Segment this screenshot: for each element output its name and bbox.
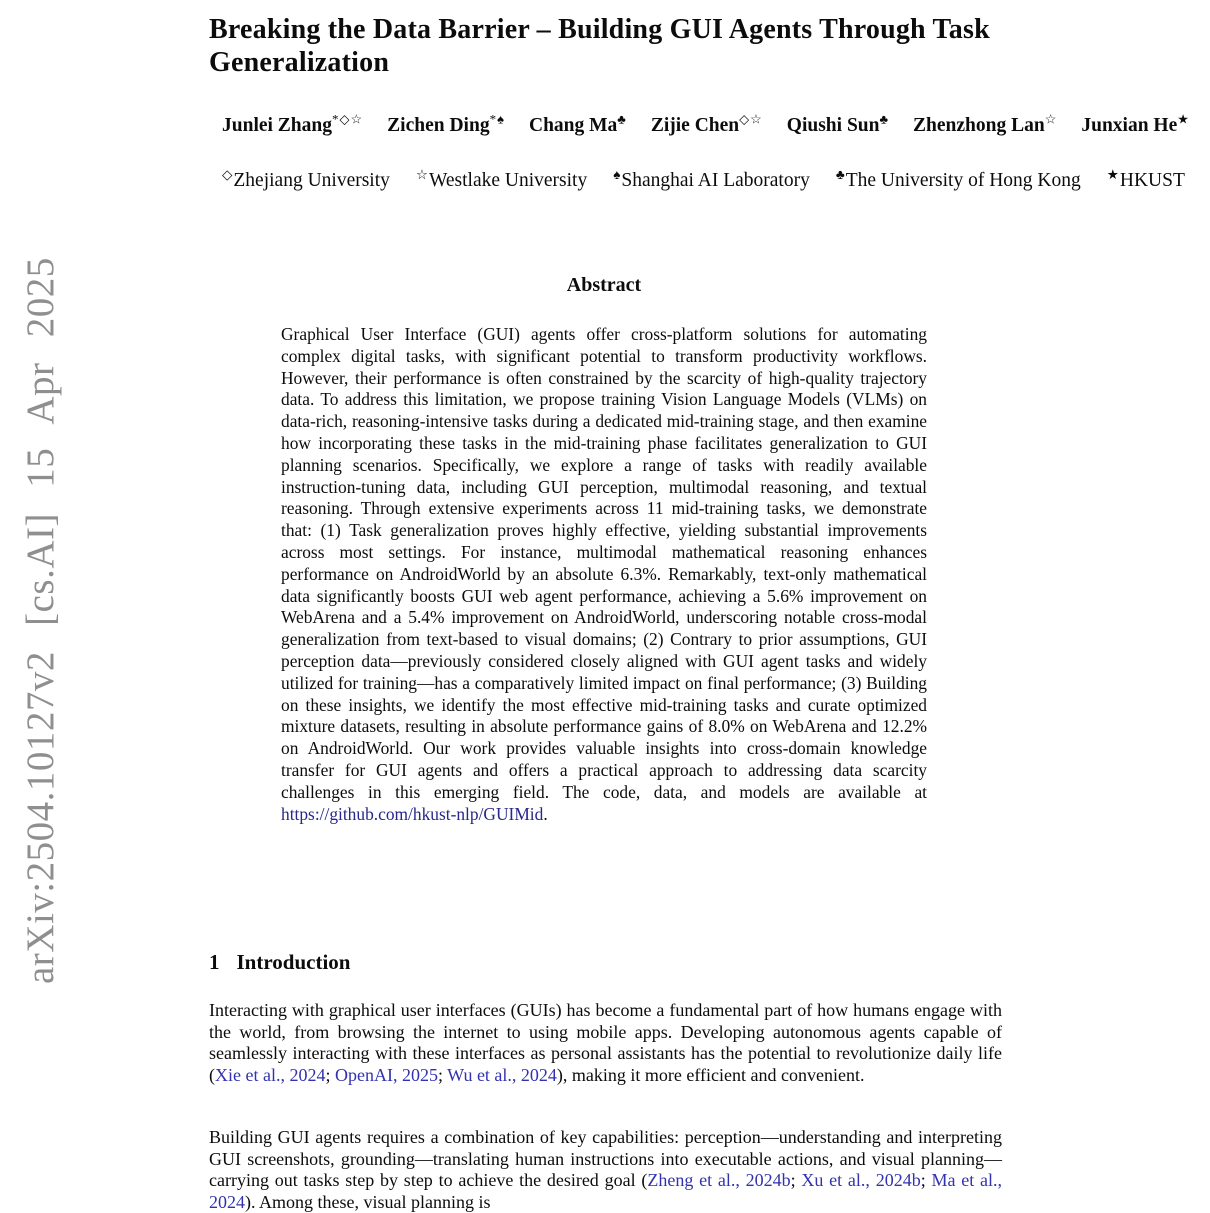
author	[1081, 111, 1190, 136]
affiliation	[613, 166, 810, 191]
author-name: Junlei Zhang	[222, 115, 333, 136]
author	[913, 111, 1058, 136]
citation-link[interactable]: Ma et al., 2024	[209, 1170, 1002, 1212]
section-title: Introduction	[236, 950, 351, 974]
affiliation-symbol: ☆	[415, 166, 429, 182]
author	[222, 111, 364, 136]
affiliation-name: The University of Hong Kong	[845, 170, 1081, 191]
author-name: Zhenzhong Lan	[913, 115, 1045, 136]
text-run: ), making it more efficient and convenient.	[556, 1064, 865, 1085]
affiliation-name: HKUST	[1119, 170, 1185, 191]
citation-link[interactable]: OpenAI, 2025	[335, 1064, 438, 1085]
affiliation-symbol: ♠	[613, 166, 621, 182]
text-run: Interacting with graphical user interfaces (GUIs) has become a fundamental part of how humans engage with the world, from browsing the internet to using mobile apps. Developing autonomous agents capable of seamlessly interacting with these interfaces as personal assistants has the potential to revolutionize daily life (	[209, 1000, 1002, 1085]
text-run: Building GUI agents requires a combination of key capabilities: perception—understanding and interpreting GUI screenshots, grounding—translating human instructions into executable actions, and visual planning—carrying out tasks step by step to achieve the desired goal (	[209, 1127, 1002, 1191]
text-run: ;	[790, 1170, 802, 1191]
affiliation-name: Zhejiang University	[233, 170, 390, 191]
author-name: Qiushi Sun	[786, 115, 880, 136]
author-name: Chang Ma	[528, 115, 618, 136]
intro-paragraph-1	[209, 1000, 1002, 1086]
author	[528, 111, 627, 136]
text-run: Graphical User Interface (GUI) agents offer cross-platform solutions for automating complex digital tasks, with significant potential to transform productivity workflows. However, their performance is often constrained by the scarcity of high-quality trajectory data. To address this limitation, we propose training Vision Language Models (VLMs) on data-rich, reasoning-intensive tasks during a dedicated mid-training stage, and then examine how incorporating these tasks in the mid-training phase facilitates generalization to GUI planning scenarios. Specifically, we explore a range of tasks with readily available instruction-tuning data, including GUI perception, multimodal reasoning, and textual reasoning. Through extensive experiments across 11 mid-training tasks, we demonstrate that: (1) Task generalization proves highly effective, yielding substantial improvements across most settings. For instance, multimodal mathematical reasoning enhances performance on AndroidWorld by an absolute 6.3%. Remarkably, text-only mathematical data significantly boosts GUI web agent performance, achieving a 5.6% improvement on WebArena and a 5.4% improvement on AndroidWorld, underscoring notable cross-modal generalization from text-based to visual domains; (2) Contrary to prior assumptions, GUI perception data—previously considered closely aligned with GUI agent tasks and widely utilized for training—has a comparatively limited impact on final performance; (3) Building on these insights, we identify the most effective mid-training tasks and curate optimized mixture datasets, resulting in absolute performance gains of 8.0% on WebArena and 12.2% on AndroidWorld. Our work provides valuable insights into cross-domain knowledge transfer for GUI agents and offers a practical approach to addressing data scarcity challenges in this emerging field. The code, data, and models are available at	[281, 324, 927, 802]
section-heading	[209, 950, 350, 975]
section-number: 1	[209, 950, 220, 974]
affiliation	[1106, 166, 1185, 191]
affiliations-block	[222, 166, 1185, 194]
author-affiliation-marks: *♠	[489, 111, 505, 127]
affiliation	[835, 166, 1081, 191]
affiliation	[415, 166, 588, 191]
author-affiliation-marks: ★	[1177, 111, 1190, 127]
abstract-text	[281, 324, 927, 825]
affiliation-symbol: ★	[1106, 166, 1119, 182]
arxiv-watermark: arXiv:2504.10127v2 [cs.AI] 15 Apr 2025	[19, 257, 62, 984]
author-affiliation-marks: ☆	[1044, 111, 1058, 127]
citation-link[interactable]: Zheng et al., 2024b	[647, 1170, 791, 1191]
citation-link[interactable]: Wu et al., 2024	[447, 1064, 557, 1085]
text-run: .	[543, 803, 548, 824]
author	[650, 111, 763, 136]
repo-link[interactable]: https://github.com/hkust-nlp/GUIMid	[281, 803, 544, 824]
author-affiliation-marks: ♣	[879, 111, 890, 127]
author-name: Zichen Ding	[387, 115, 490, 136]
affiliation-name: Shanghai AI Laboratory	[621, 170, 810, 191]
affiliation-symbol: ♣	[835, 166, 845, 182]
citation-link[interactable]: Xie et al., 2024	[215, 1064, 326, 1085]
author-affiliation-marks: ♣	[617, 111, 627, 127]
author-affiliation-marks: *◇☆	[332, 111, 364, 127]
text-run: ). Among these, visual planning is	[245, 1191, 491, 1212]
intro-paragraph-2	[209, 1127, 1002, 1213]
author	[786, 111, 890, 136]
citation-link[interactable]: Xu et al., 2024b	[801, 1170, 921, 1191]
author-name: Junxian He	[1081, 115, 1178, 136]
affiliation-symbol: ◇	[222, 166, 233, 182]
text-run: ;	[920, 1170, 932, 1191]
affiliation	[222, 166, 390, 191]
text-run: ;	[325, 1064, 335, 1085]
author-affiliation-marks: ◇☆	[739, 111, 763, 127]
affiliation-name: Westlake University	[429, 170, 588, 191]
paper-title: Breaking the Data Barrier – Building GUI Agents Through Task Generalization	[209, 14, 990, 78]
author-name: Zijie Chen	[650, 115, 740, 136]
text-run: ;	[437, 1064, 448, 1085]
abstract-heading: Abstract	[566, 274, 642, 296]
authors-block	[222, 111, 1190, 140]
author	[387, 111, 505, 136]
